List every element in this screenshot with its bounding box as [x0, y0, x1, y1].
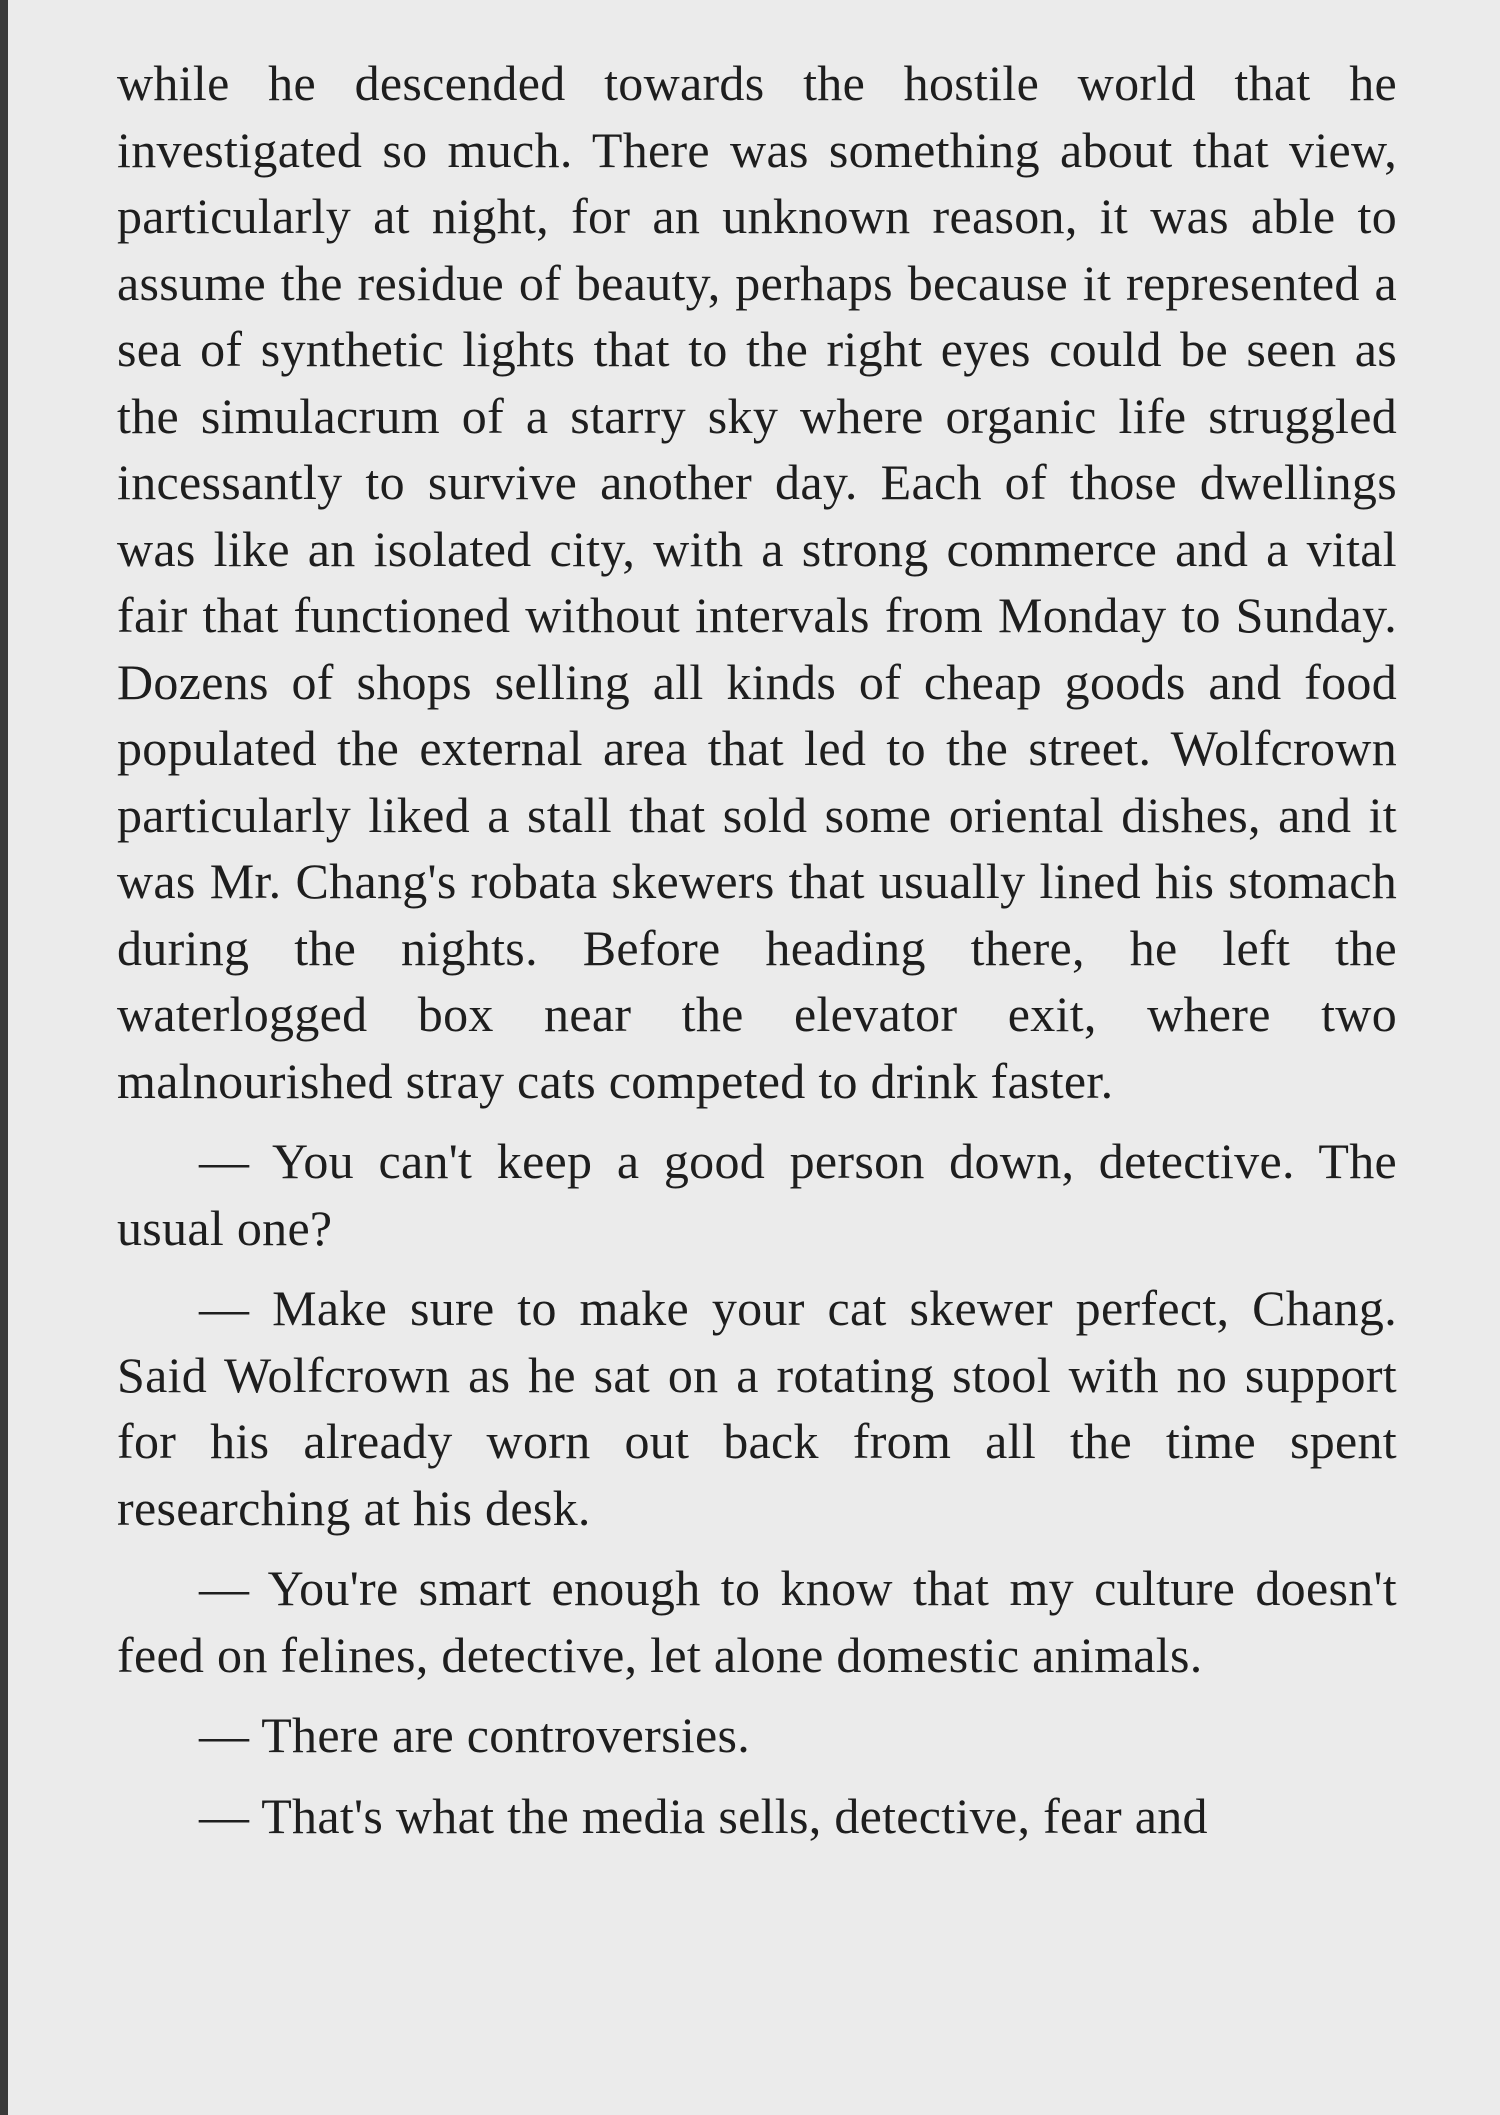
body-text [117, 50, 1397, 1849]
paragraph-dialogue-controversies: — There are controversies. [199, 1707, 751, 1763]
paragraph-dialogue-chang-greeting: — You can't keep a good person down, detective. The usual one? [117, 1133, 1397, 1256]
paragraph-dialogue-wolfcrown-order: — Make sure to make your cat skewer perfect, Chang. Said Wolfcrown as he sat on a rotating stool with no support for his already worn out back from all the time spent researching at his desk. [117, 1280, 1397, 1536]
paragraph-dialogue-chang-culture: — You're smart enough to know that my culture doesn't feed on felines, detective, let alone domestic animals. [117, 1560, 1397, 1683]
paragraph-dialogue-media: — That's what the media sells, detective, fear and [199, 1787, 1208, 1844]
paragraph-narration: while he descended towards the hostile world that he investigated so much. There was something about that view, particularly at night, for an unknown reason, it was able to assume the residue of beauty, perhaps because it represented a sea of synthetic lights that to the right eyes could be seen as the simulacrum of a starry sky where organic life struggled incessantly to survive another day. Each of those dwellings was like an isolated city, with a strong commerce and a vital fair that functioned without intervals from Monday to Sunday. Dozens of shops selling all kinds of cheap goods and food populated the external area that led to the street. Wolfcrown particularly liked a stall that sold some oriental dishes, and it was Mr. Chang's robata skewers that usually lined his stomach during the nights. Before heading there, he left the waterlogged box near the elevator exit, where two malnourished stray cats competed to drink faster. [117, 55, 1397, 1109]
